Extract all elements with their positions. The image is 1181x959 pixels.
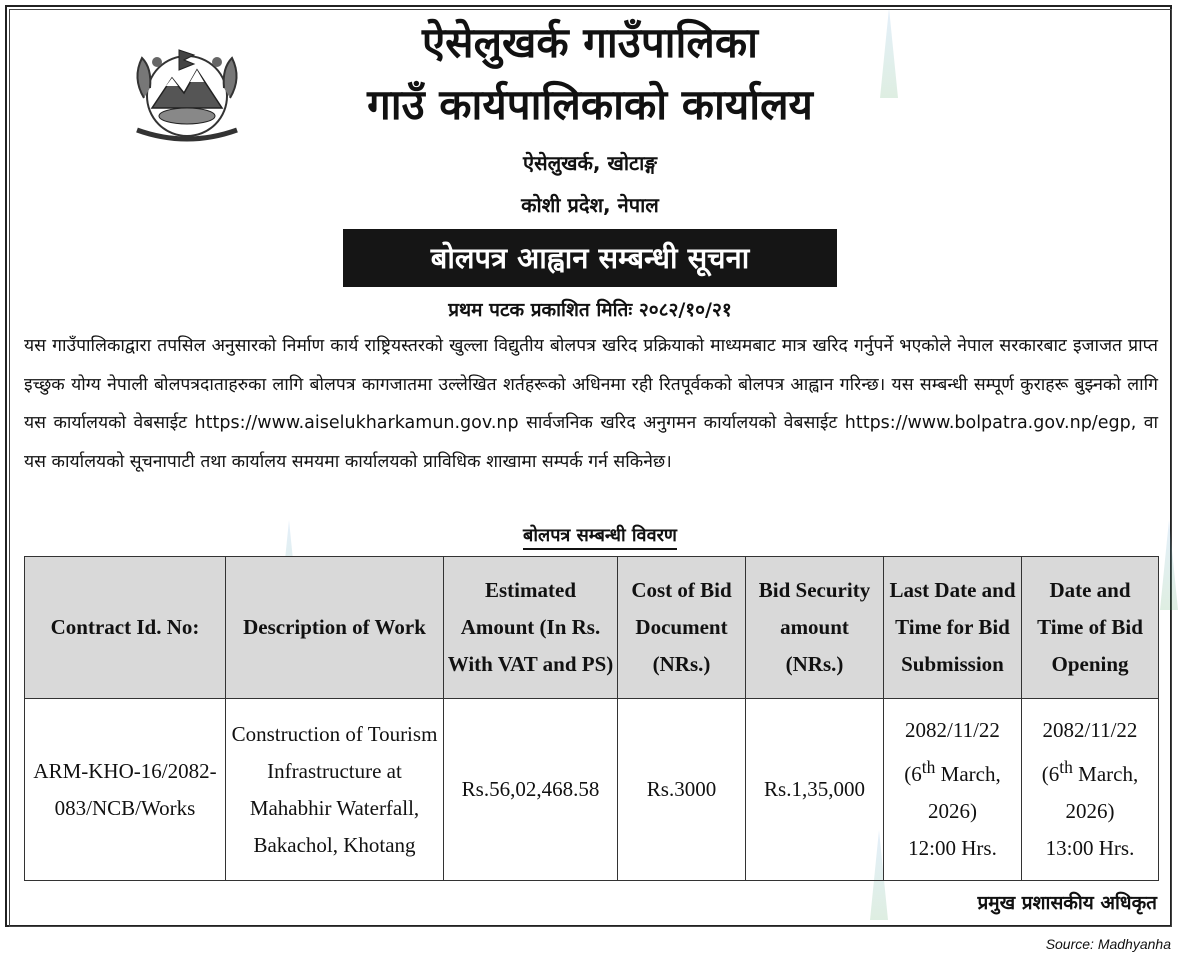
opening-date: 2082/11/22 xyxy=(1042,718,1138,742)
header-submission-deadline: Last Date and Time for Bid Submission xyxy=(884,557,1022,699)
cell-bid-opening: 2082/11/22 (6th March, 2026) 13:00 Hrs. xyxy=(1022,699,1159,881)
header-description: Description of Work xyxy=(226,557,444,699)
cell-contract-id: ARM-KHO-16/2082-083/NCB/Works xyxy=(25,699,226,881)
cell-bid-doc-cost: Rs.3000 xyxy=(618,699,746,881)
source-credit: Source: Madhyanha xyxy=(1045,936,1171,952)
opening-day-suffix: th xyxy=(1059,757,1073,777)
table-row xyxy=(25,699,1159,881)
opening-year: 2026) xyxy=(1065,799,1115,823)
header-bid-security: Bid Security amount (NRs.) xyxy=(746,557,884,699)
submission-time: 12:00 Hrs. xyxy=(908,836,997,860)
notice-body: यस गाउँपालिकाद्वारा तपसिल अनुसारको निर्माण कार्य राष्ट्रियस्तरको खुल्ला विद्युतीय बोलपत्र खरिद प्रक्रियाको माध्यमबाट मात्र खरिद गर्नुपर्ने भएकोले नेपाल सरकारबाट इजाजत प्राप्त इच्छुक योग्य नेपाली बोलपत्रदाताहरुका लागि बोलपत्र कागजातमा उल्लेखित शर्तहरूको अधिनमा रही रितपूर्वकको बोलपत्र आह्वान गरिन्छ। यस सम्बन्धी सम्पूर्ण कुराहरू बुझ्नको लागि यस कार्यालयको वेबसाईट https://www.aiselukharkamun.gov.np सार्वजनिक खरिद अनुगमन कार्यालयको वेबसाईट https://www.bolpatra.gov.np/egp, वा यस कार्यालयको सूचनापाटी तथा कार्यालय समयमा कार्यालयको प्राविधिक शाखामा सम्पर्क गर्न सकिनेछ। xyxy=(24,336,1158,472)
header-estimated-amount: Estimated Amount (In Rs. With VAT and PS) xyxy=(444,557,618,699)
bid-table xyxy=(24,556,1159,881)
submission-day-suffix: th xyxy=(921,757,936,777)
opening-month: March, xyxy=(1078,762,1139,786)
cell-bid-security: Rs.1,35,000 xyxy=(746,699,884,881)
nepal-government-emblem xyxy=(122,38,252,148)
municipality-title: ऐसेलुखर्क गाउँपालिका xyxy=(421,18,759,67)
signatory-title: प्रमुख प्रशासकीय अधिकृत xyxy=(977,892,1157,914)
detail-heading-text: बोलपत्र सम्बन्धी विवरण xyxy=(523,525,677,550)
cell-description: Construction of Tourism Infrastructure at Mahabhir Waterfall, Bakachol, Khotang xyxy=(226,699,444,881)
submission-date: 2082/11/22 xyxy=(905,718,1000,742)
notice-banner: बोलपत्र आह्वान सम्बन्धी सूचना xyxy=(343,229,837,287)
address-line: ऐसेलुखर्क, खोटाङ्ग xyxy=(523,151,657,175)
opening-day: 6 xyxy=(1048,762,1060,786)
detail-heading xyxy=(430,522,770,550)
cell-estimated-amount: Rs.56,02,468.58 xyxy=(444,699,618,881)
header-bid-doc-cost: Cost of Bid Document (NRs.) xyxy=(618,557,746,699)
cell-submission-deadline: 2082/11/22 (6th March, 2026) 12:00 Hrs. xyxy=(884,699,1022,881)
header-bid-opening: Date and Time of Bid Opening xyxy=(1022,557,1159,699)
table-header-row xyxy=(25,557,1159,699)
header-contract-id: Contract Id. No: xyxy=(25,557,226,699)
province-line: कोशी प्रदेश, नेपाल xyxy=(521,193,659,217)
submission-month: March, xyxy=(940,762,1001,786)
office-title: गाउँ कार्यपालिकाको कार्यालय xyxy=(367,80,813,129)
submission-day: 6 xyxy=(911,762,922,786)
submission-year: 2026) xyxy=(928,799,977,823)
publish-date: प्रथम पटक प्रकाशित मितिः २०८२/१०/२१ xyxy=(448,299,732,321)
opening-time: 13:00 Hrs. xyxy=(1045,836,1135,860)
